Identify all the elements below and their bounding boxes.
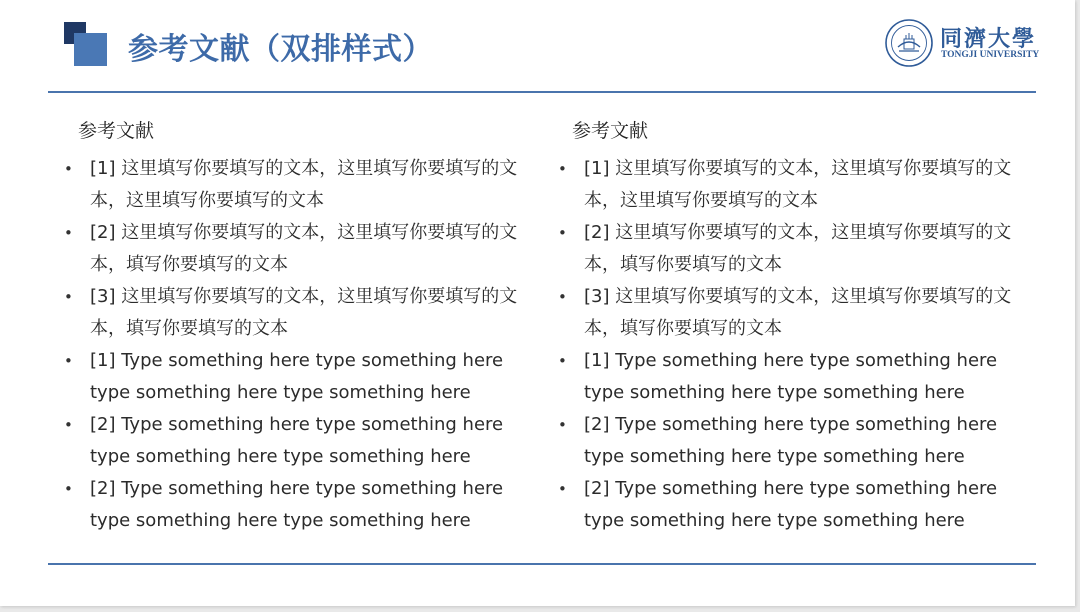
reference-list (572, 153, 1042, 537)
reference-item: • [3] 这里填写你要填写的文本，这里填写你要填写的文本，填写你要填写的文本 (572, 281, 1042, 345)
slide-title: 参考文献（双排样式） (128, 32, 433, 67)
column-heading: 参考文献 (78, 120, 155, 142)
title-decoration-squares (64, 22, 108, 66)
footer-divider (48, 563, 1036, 565)
reference-item: • [2] 这里填写你要填写的文本，这里填写你要填写的文本，填写你要填写的文本 (78, 217, 548, 281)
reference-item: • [1] Type something here type something here type something here type something here (78, 345, 548, 409)
references-column-right (572, 116, 1042, 537)
university-seal-icon (884, 18, 934, 68)
references-column-left (78, 116, 548, 537)
reference-item: • [2] Type something here type something here type something here type something here (572, 473, 1042, 537)
logo-chinese-name: 同濟大學 (940, 26, 1037, 52)
reference-item: • [3] 这里填写你要填写的文本，这里填写你要填写的文本，填写你要填写的文本 (78, 281, 548, 345)
header-divider (48, 91, 1036, 93)
university-logo (884, 18, 1040, 70)
reference-item: • [1] 这里填写你要填写的文本，这里填写你要填写的文本，这里填写你要填写的文本 (78, 153, 548, 217)
reference-item: • [2] Type something here type something here type something here type something here (78, 473, 548, 537)
reference-item: • [2] 这里填写你要填写的文本，这里填写你要填写的文本，填写你要填写的文本 (572, 217, 1042, 281)
logo-english-name: TONGJI UNIVERSITY (941, 50, 1040, 60)
reference-item: • [2] Type something here type something here type something here type something here (78, 409, 548, 473)
reference-list (78, 153, 548, 537)
reference-item: • [1] 这里填写你要填写的文本，这里填写你要填写的文本，这里填写你要填写的文本 (572, 153, 1042, 217)
light-square (74, 33, 107, 66)
column-heading: 参考文献 (572, 120, 649, 142)
reference-item: • [2] Type something here type something here type something here type something here (572, 409, 1042, 473)
reference-item: • [1] Type something here type something here type something here type something here (572, 345, 1042, 409)
